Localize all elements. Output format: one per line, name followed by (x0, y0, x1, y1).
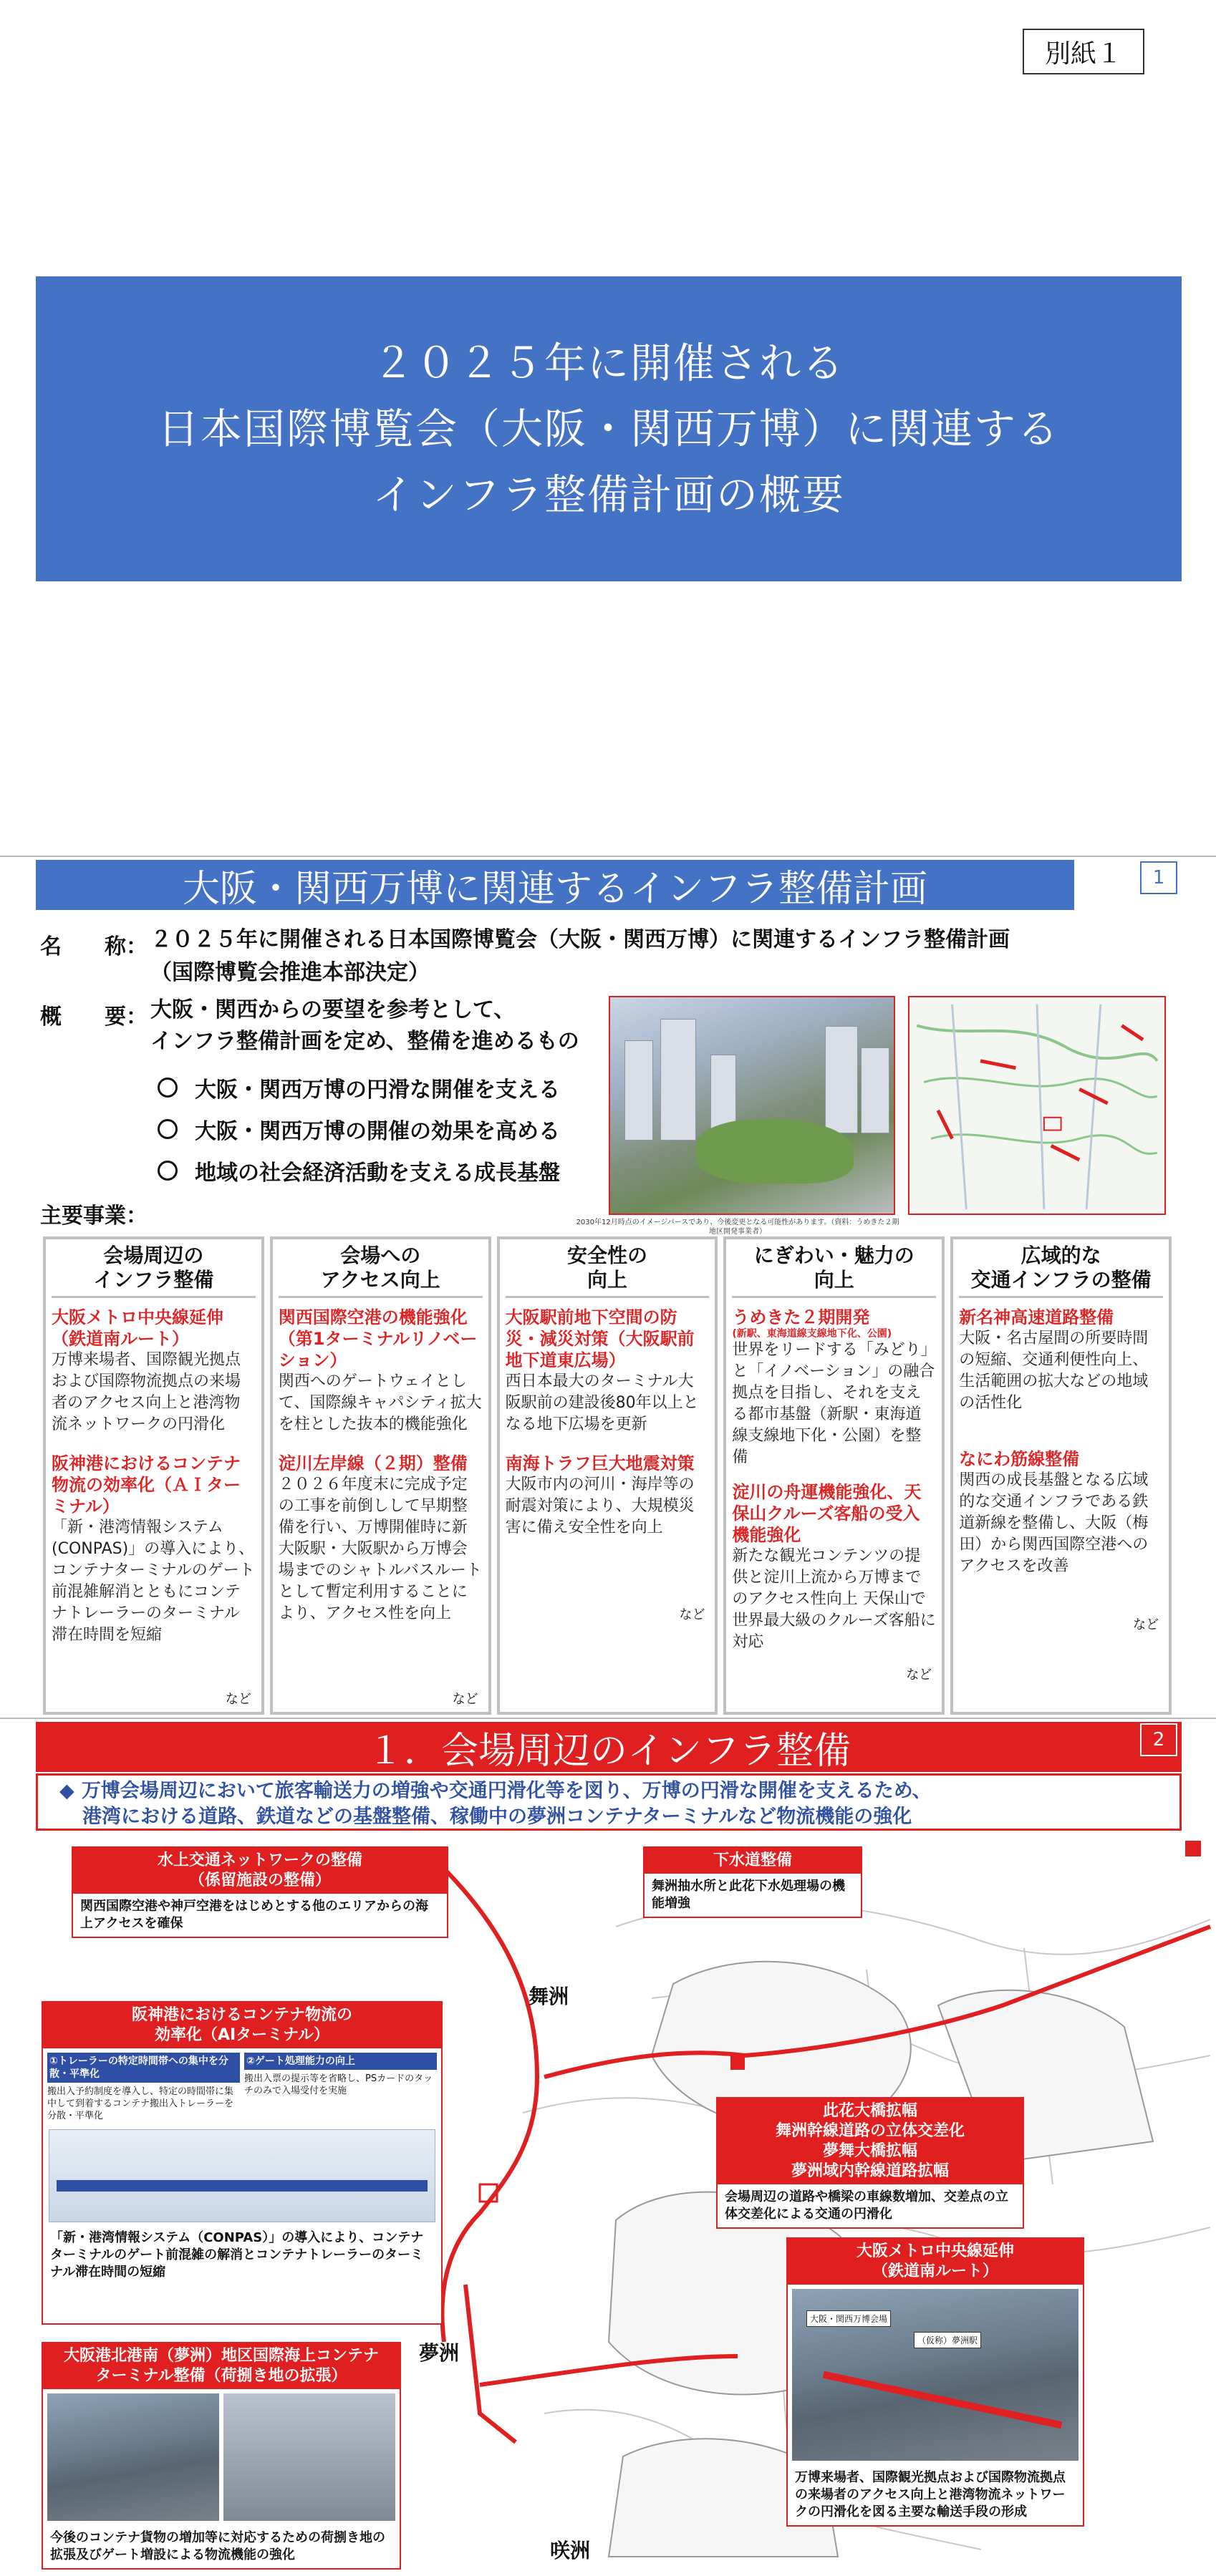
project-title: 淀川の舟運機能強化、天保山クルーズ客船の受入機能強化 (732, 1482, 922, 1545)
project-title: 大阪メトロ中央線延伸（鉄道南ルート） (52, 1307, 223, 1349)
place-label-yumeshima: 夢洲 (419, 2341, 460, 2365)
goal-text: 地域の社会経済活動を支える成長基盤 (195, 1161, 560, 1186)
circle-bullet-icon (158, 1119, 178, 1139)
column-heading: 安全性の 向上 (506, 1239, 710, 1298)
project-title: 新名神高速道路整備 (959, 1307, 1114, 1327)
metro-aerial-photo (792, 2289, 1079, 2461)
ai-note-2: 搬出入票の提示等を省略し、PSカードのタッチのみで入場受付を実施 (244, 2073, 433, 2096)
project-description: 万博来場者、国際観光拠点および国際物流拠点の来場者のアクセス向上と港湾物流ネットワークの円滑化 (52, 1351, 241, 1433)
triangle-bullet-icon: ◆ (59, 1780, 74, 1802)
project-column (43, 1236, 264, 1715)
page-summary (36, 1773, 1182, 1831)
cover-title-line-3: インフラ整備計画の概要 (372, 470, 845, 519)
project-title: 阪神港におけるコンテナ物流の効率化（ＡＩターミナル） (52, 1453, 241, 1516)
project-description: 大阪市内の河川・海岸等の耐震対策により、大規模災害に備え安全性を向上 (505, 1476, 695, 1536)
etc-label: など (906, 1667, 932, 1682)
project-title: 関西国際空港の機能強化（第1ターミナルリノベーション） (278, 1307, 478, 1370)
cover-title-line-2: 日本国際博覧会（大阪・関西万博）に関連する (157, 405, 1060, 453)
photo-caption: 2030年12月時点のイメージパースであり、今後変更となる可能性があります。（資料：うめきた２期地区開発事業者） (576, 1219, 899, 1236)
callout-water-transport: 水上交通ネットワークの整備 （係留施設の整備） 関西国際空港や神戸空港をはじめとする他のエリアからの海上アクセスを確保 (72, 1846, 448, 1938)
project-column (270, 1236, 491, 1715)
project-title: うめきた２期開発 (732, 1307, 870, 1327)
ai-tag-1: ①トレーラーの特定時間帯への集中を分散・平準化 (47, 2053, 240, 2083)
callout-sewer: 下水道整備 舞洲抽水所と此花下水処理場の機能増強 (643, 1846, 862, 1918)
cover-title-line-1: ２０２５年に開催される (372, 339, 845, 387)
callout-metro-extension: 大阪メトロ中央線延伸 （鉄道南ルート） 大阪・関西万博会場 （仮称）夢洲駅 万博来場者、国際観光拠点および国際物流拠点の来場者のアクセス向上と港湾物流ネットワークの円滑化を図る主要な輸送手段の形成 (786, 2237, 1084, 2527)
ai-note-1: 搬出入予約制度を導入し、特定の時間帯に集中して到着するコンテナ搬出入トレーラーを分散・平準化 (47, 2086, 234, 2121)
page-number: 2 (1140, 1723, 1177, 1756)
callout-yumeshima-terminal: 大阪港北港南（夢洲）地区国際海上コンテナ ターミナル整備（荷捌き地の拡張） 今後のコンテナ貨物の増加等に対応するための荷捌き地の拡張及びゲート増設による物流機能の強化 (42, 2342, 401, 2570)
page-title: １．会場周辺のインフラ整備 (36, 1722, 1182, 1772)
overview-line-2: インフラ整備計画を定め、整備を進めるもの (150, 1029, 579, 1054)
goal-item (158, 1072, 560, 1103)
expressway-network-map (908, 996, 1166, 1215)
column-heading: にぎわい・魅力の 向上 (732, 1239, 936, 1298)
umekita-rendering-image (609, 996, 895, 1215)
project-column (497, 1236, 718, 1715)
column-heading: 会場周辺の インフラ整備 (52, 1239, 256, 1298)
project-description: ２０２６年度末に完成予定の工事を前倒しして早期整備を行い、万博開催時に新大阪駅・大阪駅から万博会場までのシャトルバスルートとして暫定利用することにより、アクセス性を向上 (278, 1476, 482, 1622)
project-title: 南海トラフ巨大地震対策 (505, 1453, 695, 1473)
project-description: 世界をリードする「みどり」と「イノベーション」の融合拠点を目指し、それを支える都市基盤（新駅・東海道線支線地下化・公園）を整備 (732, 1341, 935, 1466)
project-columns (43, 1236, 1172, 1715)
project-description: 新たな観光コンテンツの提供と淀川上流から万博までのアクセス性向上 天保山で世界最大級のクルーズ客船に対応 (732, 1547, 936, 1651)
project-title: なにわ筋線整備 (959, 1449, 1080, 1469)
plan-overview-page (0, 857, 1216, 1718)
project-column (723, 1236, 945, 1715)
project-description: 関西の成長基盤となる広域的な交通インフラである鉄道新線を整備し、大阪（梅田）から関西国際空港へのアクセスを改善 (959, 1471, 1149, 1575)
goal-text: 大阪・関西万博の開催の効果を高める (195, 1119, 560, 1144)
overview-label: 概 要： (40, 1004, 148, 1030)
venue-area-page (0, 1719, 1216, 2576)
name-note: （国際博覧会推進本部決定） (150, 960, 430, 985)
terminal-aerial-photo (47, 2393, 219, 2521)
cover-title-banner (36, 276, 1182, 581)
project-column (950, 1236, 1172, 1715)
column-heading: 広域的な 交通インフラの整備 (959, 1239, 1163, 1298)
ai-tag-2: ②ゲート処理能力の向上 (244, 2053, 437, 2070)
name-value: ２０２５年に開催される日本国際博覧会（大阪・関西万博）に関連するインフラ整備計画 (150, 927, 1010, 952)
project-description: 関西へのゲートウェイとして、国際線キャパシティ拡大を柱とした抜本的機能強化 (278, 1372, 482, 1433)
cover-page (0, 0, 1216, 856)
callout-ai-terminal: 阪神港におけるコンテナ物流の 効率化（AIターミナル） ①トレーラーの特定時間帯への集中を分散・平準化 搬出入予約制度を導入し、特定の時間帯に集中して到着するコンテナ搬出入トレーラーを分散・平準化 ②ゲート処理能力の向上 搬出入票の提示等を省略し、PSカードのタッチのみで入場受付を実施 「新・港湾情報システム（CONPAS）」の導入により、コンテナターミナルのゲート前混雑の解消とコンテナトレーラーのターミナル滞在時間の短縮 (42, 2001, 443, 2325)
station-label: （仮称）夢洲駅 (914, 2332, 981, 2348)
circle-bullet-icon (158, 1078, 178, 1098)
goal-text: 大阪・関西万博の円滑な開催を支える (195, 1078, 560, 1103)
place-label-sakishima: 咲洲 (550, 2539, 591, 2562)
annex-label: 別紙１ (1023, 29, 1144, 74)
etc-label: など (1132, 1617, 1159, 1632)
summary-line: 万博会場周辺において旅客輸送力の増強や交通円滑化等を図り、万博の円滑な開催を支えるため、 (81, 1780, 932, 1802)
circle-bullet-icon (158, 1161, 178, 1181)
page-number: 1 (1140, 861, 1177, 894)
overview-line-1: 大阪・関西からの要望を参考として、 (150, 997, 516, 1022)
page-title: 大阪・関西万博に関連するインフラ整備計画 (36, 860, 1074, 910)
project-title: 大阪駅前地下空間の防災・減災対策（大阪駅前地下道東広場） (505, 1307, 695, 1370)
etc-label: など (679, 1607, 705, 1622)
project-title: 淀川左岸線（２期）整備 (278, 1453, 468, 1473)
callout-road-widening: 此花大橋拡幅 舞洲幹線道路の立体交差化 夢舞大橋拡幅 夢洲域内幹線道路拡幅 会場周辺の道路や橋梁の車線数増加、交差点の立体交差化による交通の円滑化 (716, 2097, 1024, 2229)
venue-label: 大阪・関西万博会場 (806, 2310, 891, 2327)
place-label-maishima: 舞洲 (529, 1985, 569, 2008)
name-label: 名 称： (40, 934, 148, 959)
project-subtitle: (新駅、東海道線支線地下化、公園) (732, 1328, 892, 1340)
summary-line: 港湾における道路、鉄道などの基盤整備、稼働中の夢洲コンテナターミナルなど物流機能の強化 (82, 1806, 912, 1828)
project-description: 「新・港湾情報システム(CONPAS)」の導入により、コンテナターミナルのゲート前混雑解消とともにコンテナトレーラーのターミナル滞在時間を短縮 (52, 1519, 255, 1644)
etc-label: など (452, 1692, 478, 1707)
etc-label: など (225, 1692, 251, 1707)
goal-item (158, 1155, 560, 1186)
terminal-gate-photo (223, 2393, 395, 2521)
column-heading: 会場への アクセス向上 (279, 1239, 483, 1298)
project-description: 西日本最大のターミナル大阪駅前の建設後80年以上となる地下広場を更新 (505, 1372, 699, 1433)
terminal-illustration (49, 2129, 435, 2222)
project-description: 大阪・名古屋間の所要時間の短縮、交通利便性向上、生活範囲の拡大などの地域の活性化 (959, 1330, 1149, 1412)
goal-item (158, 1113, 560, 1145)
main-projects-label: 主要事業： (40, 1204, 148, 1229)
